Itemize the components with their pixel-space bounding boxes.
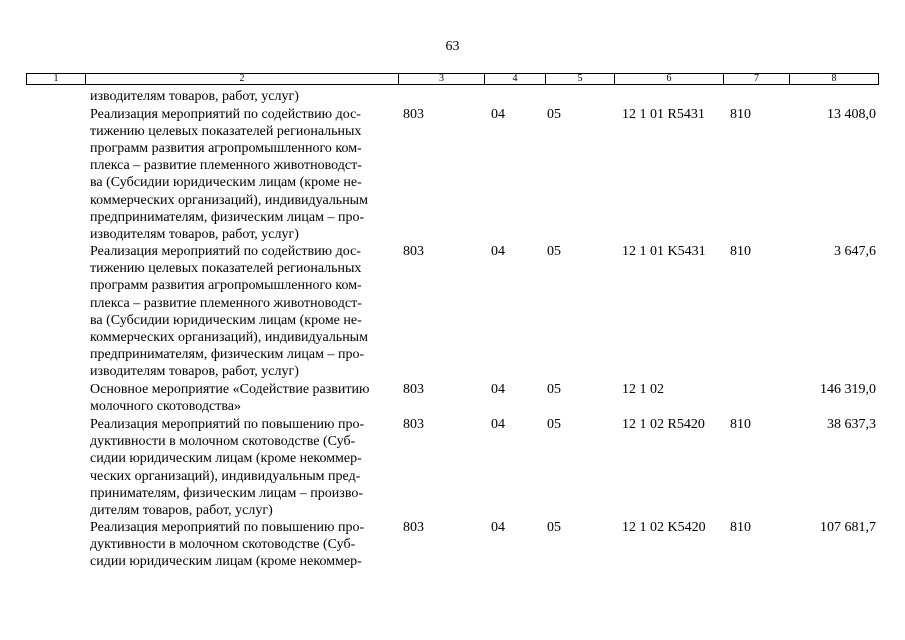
- target-article-code: 12 1 01 K5431: [622, 244, 706, 259]
- description-line: предпринимателям, физическим лицам – про-: [90, 209, 365, 225]
- target-article-code: 12 1 01 R5431: [622, 106, 705, 122]
- expense-type-code: 810: [730, 417, 751, 432]
- description-line: Реализация мероприятий по содействию дос-: [90, 244, 361, 259]
- section-code: 04: [491, 382, 505, 397]
- description-line: ва (Субсидии юридическим лицам (кроме не-: [90, 175, 362, 191]
- gov-code: 803: [403, 244, 424, 259]
- description-line: коммерческих организаций), индивидуальным: [90, 192, 368, 208]
- subsection-code: 05: [547, 106, 561, 122]
- amount: 13 408,0: [827, 106, 876, 122]
- row-description: [90, 88, 395, 105]
- description-line: Реализация мероприятий по повышению про-: [90, 417, 365, 432]
- expense-type-code: 810: [730, 106, 751, 122]
- description-line: Основное мероприятие «Содействие развитию: [90, 382, 370, 397]
- description-line: изводителям товаров, работ, услуг): [90, 89, 299, 104]
- description-line: ва (Субсидии юридическим лицам (кроме не-: [90, 312, 362, 328]
- subsection-code: 05: [547, 244, 561, 259]
- description-line: принимателям, физическим лицам – произво-: [90, 485, 363, 501]
- section-code: 04: [491, 417, 505, 432]
- subsection-code: 05: [547, 520, 561, 535]
- description-line: предпринимателям, физическим лицам – про-: [90, 347, 365, 363]
- amount: 107 681,7: [820, 520, 876, 535]
- header-col-7: 7: [723, 74, 789, 84]
- gov-code: 803: [403, 106, 424, 122]
- description-line: изводителям товаров, работ, услуг): [90, 226, 299, 242]
- header-col-6: 6: [614, 74, 723, 84]
- row-description: [90, 106, 395, 244]
- gov-code: 803: [403, 382, 424, 397]
- header-col-4: 4: [484, 74, 545, 84]
- gov-code: 803: [403, 520, 424, 535]
- gov-code: 803: [403, 417, 424, 432]
- target-article-code: 12 1 02: [622, 382, 664, 397]
- description-line: сидии юридическим лицам (кроме некоммер-: [90, 451, 362, 467]
- amount: 3 647,6: [834, 244, 876, 259]
- expense-type-code: 810: [730, 520, 751, 535]
- section-code: 04: [491, 106, 505, 122]
- header-col-8: 8: [789, 74, 878, 84]
- row-description: [90, 381, 395, 415]
- section-code: 04: [491, 244, 505, 259]
- row-description: [90, 243, 395, 381]
- description-line: дителям товаров, работ, услуг): [90, 503, 273, 519]
- amount: 38 637,3: [827, 417, 876, 432]
- description-line: изводителям товаров, работ, услуг): [90, 364, 299, 380]
- description-line: программ развития агропромышленного ком-: [90, 278, 362, 294]
- row-description: [90, 416, 395, 519]
- description-line: коммерческих организаций), индивидуальным: [90, 330, 368, 346]
- subsection-code: 05: [547, 382, 561, 397]
- target-article-code: 12 1 02 R5420: [622, 417, 705, 432]
- header-col-1: 1: [53, 73, 59, 84]
- description-line: Реализация мероприятий по содействию дос-: [90, 106, 361, 122]
- description-line: тижению целевых показателей региональных: [90, 261, 362, 277]
- expense-type-code: 810: [730, 244, 751, 259]
- page-number: 63: [445, 39, 460, 54]
- section-code: 04: [491, 520, 505, 535]
- description-line: сидии юридическим лицам (кроме некоммер-: [90, 554, 362, 570]
- description-line: Реализация мероприятий по повышению про-: [90, 520, 365, 535]
- header-col-2: 2: [85, 74, 398, 84]
- header-col-5: 5: [545, 74, 614, 84]
- description-line: тижению целевых показателей региональных: [90, 123, 362, 139]
- table-header-row: [26, 73, 879, 85]
- target-article-code: 12 1 02 K5420: [622, 520, 706, 535]
- description-line: дуктивности в молочном скотоводстве (Суб-: [90, 434, 356, 450]
- description-line: плекса – развитие племенного животноводст-: [90, 158, 362, 174]
- row-description: [90, 519, 395, 571]
- description-line: дуктивности в молочном скотоводстве (Суб-: [90, 537, 356, 553]
- description-line: плекса – развитие племенного животноводст-: [90, 295, 362, 311]
- description-line: молочного скотоводства»: [90, 399, 241, 415]
- header-col-3: 3: [398, 74, 484, 84]
- description-line: программ развития агропромышленного ком-: [90, 140, 362, 156]
- amount: 146 319,0: [820, 382, 876, 397]
- description-line: ческих организаций), индивидуальным пред-: [90, 468, 361, 484]
- subsection-code: 05: [547, 417, 561, 432]
